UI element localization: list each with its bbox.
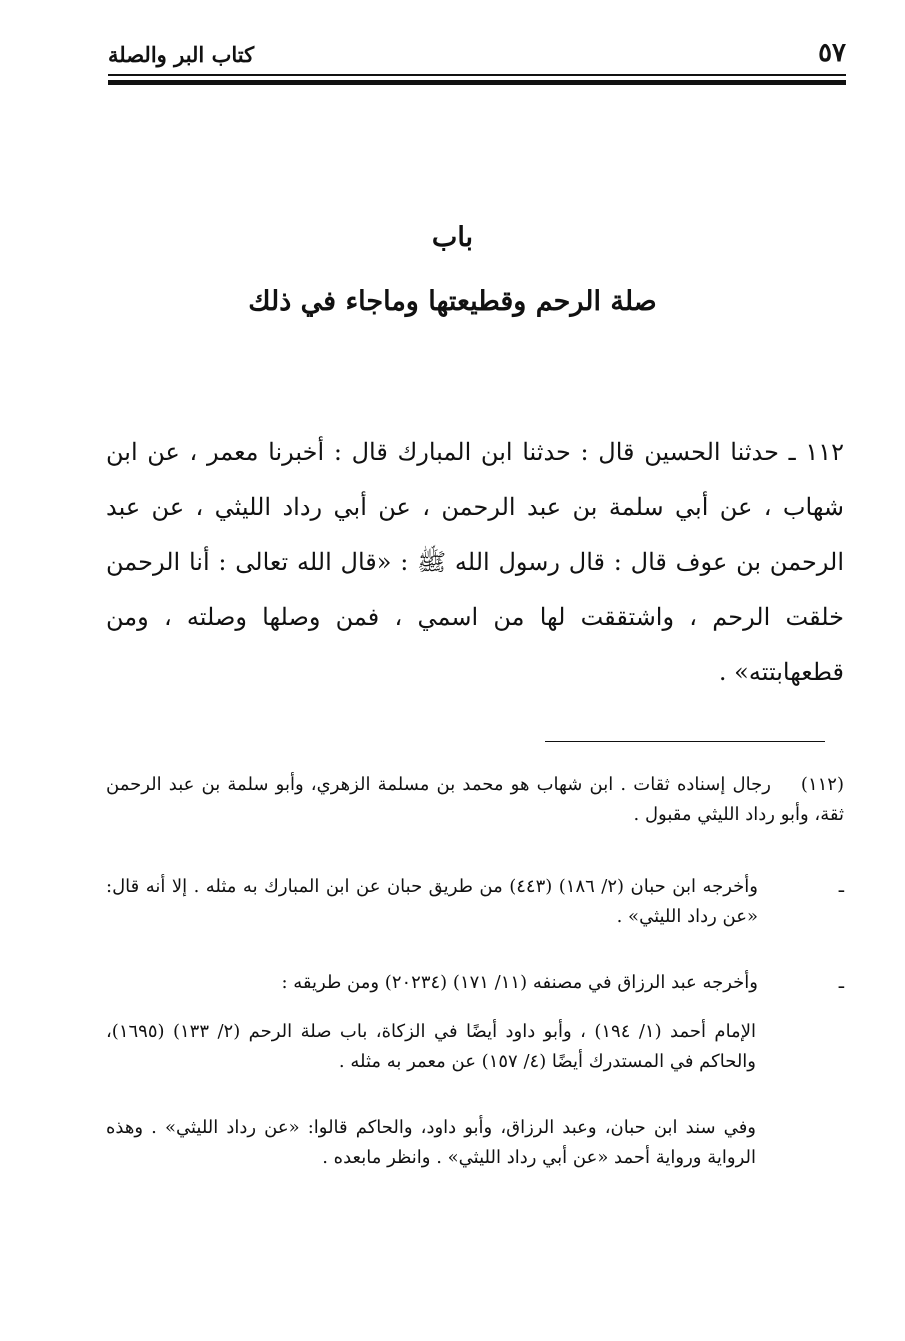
footnote-main-text: رجال إسناده ثقات . ابن شهاب هو محمد بن مسلمة الزهري، وأبو سلمة بن عبد الرحمن ثقة، وأبو رداد الليثي مقبول . xyxy=(106,774,844,825)
header-rule-thin xyxy=(108,74,846,76)
footnote-item xyxy=(106,872,844,932)
hadith-paragraph xyxy=(106,425,844,700)
footnote-separator xyxy=(545,741,825,742)
footnote-item xyxy=(106,968,844,998)
footnote-item-text: وأخرجه ابن حبان (٢/ ١٨٦) (٤٤٣) من طريق حبان عن ابن المبارك به مثله . إلا أنه قال: «عن رداد الليثي» . xyxy=(106,876,758,927)
running-header xyxy=(108,34,846,74)
chapter-label: باب xyxy=(431,222,474,253)
hadith-number: ١١٢ ـ xyxy=(788,438,844,466)
footnote-continuation: وفي سند ابن حبان، وعبد الرزاق، وأبو داود، والحاكم قالوا: «عن رداد الليثي» . وهذه الرواية ورواية أحمد «عن أبي رداد الليثي» . وانظر مابعده . xyxy=(106,1117,756,1168)
chapter-title: صلة الرحم وقطيعتها وماجاء في ذلك xyxy=(248,286,657,317)
footnote-number: (١١٢) xyxy=(800,774,844,795)
footnote-dash: ـ xyxy=(838,972,844,993)
page-number: ٥٧ xyxy=(818,38,846,68)
footnote-continuation: الإمام أحمد (١/ ١٩٤) ، وأبو داود أيضًا في الزكاة، باب صلة الرحم (٢/ ١٣٣) (١٦٩٥)، والحاكم في المستدرك أيضًا (٤/ ١٥٧) عن معمر به مثله . xyxy=(106,1021,756,1072)
footnote-dash: ـ xyxy=(838,876,844,897)
footnote-item-text: وأخرجه عبد الرزاق في مصنفه (١١/ ١٧١) (٢٠٢٣٤) ومن طريقه : xyxy=(281,972,758,993)
hadith-text: حدثنا الحسين قال : حدثنا ابن المبارك قال : أخبرنا معمر ، عن ابن شهاب ، عن أبي سلمة بن عبد الرحمن ، عن أبي رداد الليثي ، عن عبد الرحمن بن عوف قال : قال رسول الله ﷺ : «قال الله تعالى : أنا الرحمن خلقت الرحم ، واشتققت لها من اسمي ، فمن وصلها وصلته ، ومن قطعهابتته» . xyxy=(106,438,844,686)
running-title: كتاب البر والصلة xyxy=(108,42,255,67)
header-rule-thick xyxy=(108,80,846,85)
footnote-main xyxy=(106,770,844,830)
